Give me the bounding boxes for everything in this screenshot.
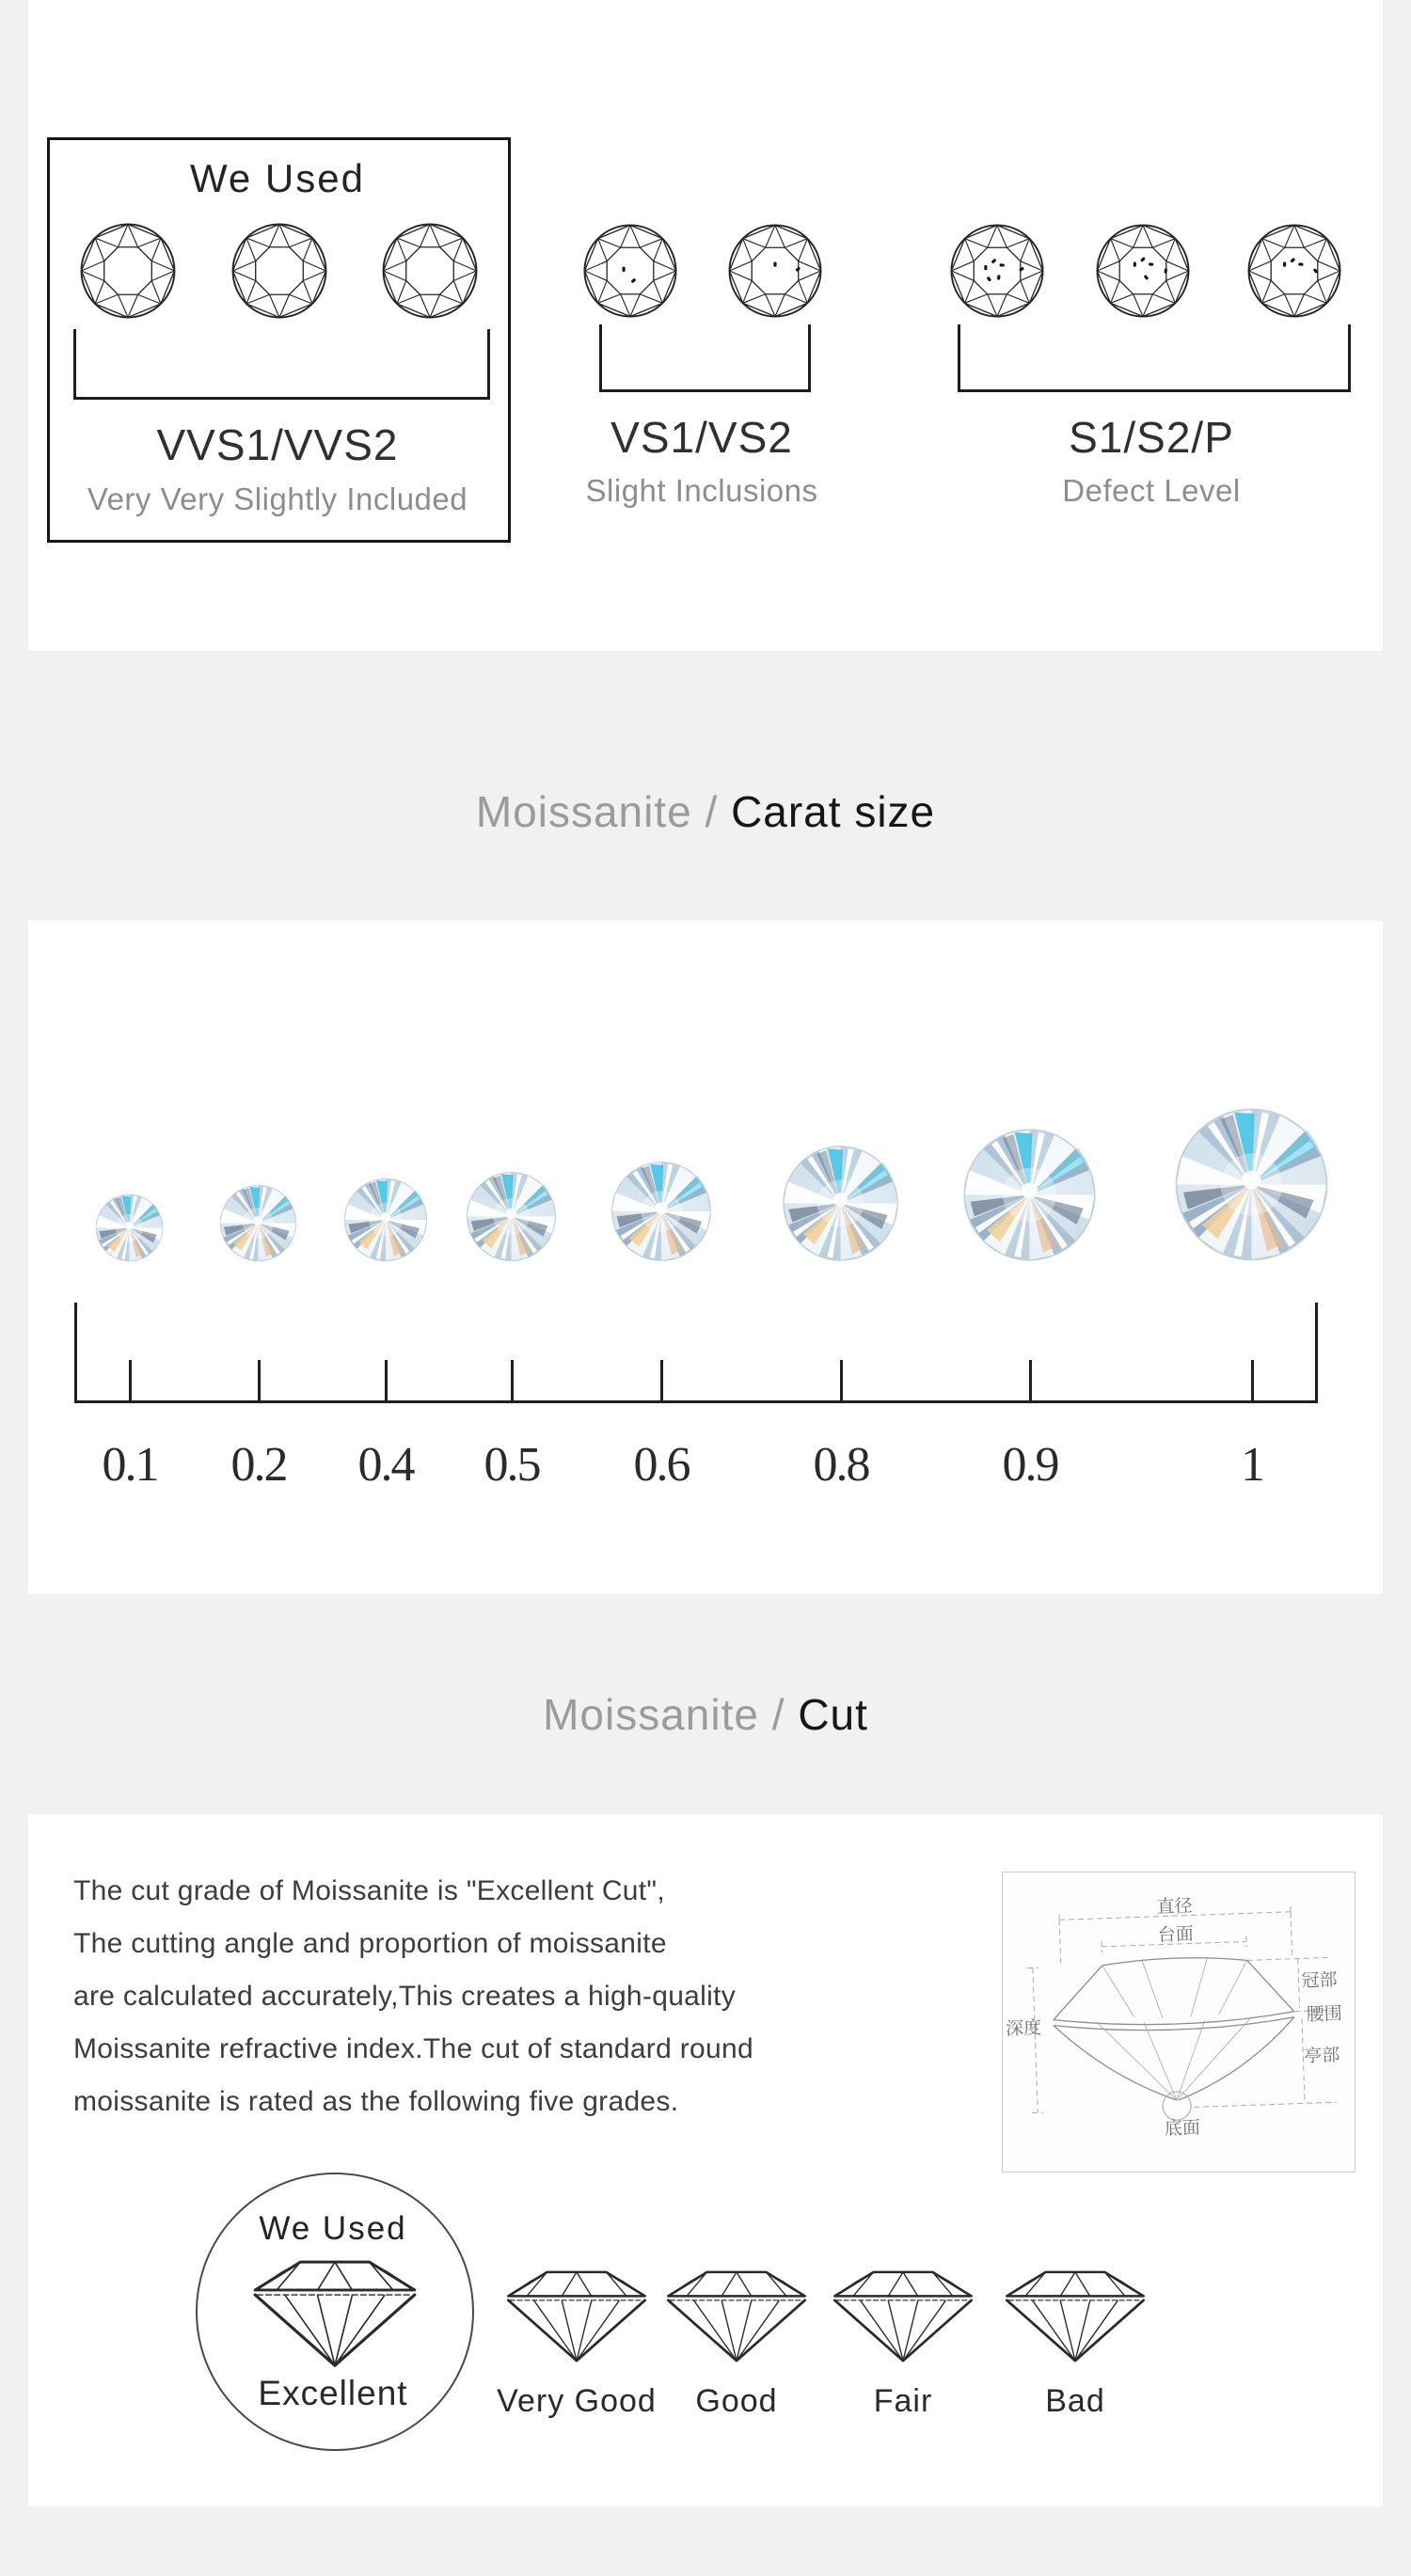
clarity-grade-desc: Very Very Slightly Included: [87, 482, 468, 516]
clarity-grade-desc: Slight Inclusions: [585, 473, 818, 508]
diagram-label-diameter: 直径: [1156, 1896, 1194, 1918]
diagram-label-table: 台面: [1157, 1924, 1195, 1946]
diamond-sideview-icon: [499, 2265, 654, 2366]
group-bracket: [73, 329, 490, 400]
clarity-grade: S1/S2/P: [1069, 413, 1234, 462]
scale-tick: [129, 1360, 132, 1402]
diagram-label-girdle: 腰围: [1306, 2003, 1343, 2026]
cut-description-line: moissanite is rated as the following five grades.: [73, 2086, 679, 2117]
scale-tick: [258, 1360, 261, 1402]
cut-grade-label: Excellent: [258, 2374, 408, 2412]
diagram-label-culet: 底面: [1164, 2118, 1201, 2140]
moissanite-gem-image: [95, 1193, 164, 1262]
cut-description-line: The cut grade of Moissanite is "Excellent Cut",: [73, 1875, 666, 1906]
diamond-topview-icon: [1245, 222, 1343, 320]
diagram-label-pavilion: 亭部: [1303, 2046, 1340, 2067]
scale-tick: [1029, 1360, 1032, 1402]
diamond-topview-icon: [78, 221, 178, 321]
title-prefix: Moissanite /: [543, 1690, 785, 1739]
carat-value: 0.5: [484, 1438, 540, 1492]
moissanite-gem-image: [610, 1161, 712, 1262]
cut-description-line: The cutting angle and proportion of moissanite: [73, 1928, 667, 1959]
diamond-topview-icon: [230, 221, 329, 321]
cut-description-line: are calculated accurately,This creates a high-quality: [73, 1981, 737, 2012]
diamond-sideview-icon: [659, 2265, 814, 2366]
scale-end-tick: [1315, 1303, 1318, 1402]
cut-grade-label: Good: [695, 2383, 778, 2419]
moissanite-gem-image: [219, 1184, 297, 1262]
cut-description-line: Moissanite refractive index.The cut of standard round: [73, 2033, 753, 2064]
diagram-label-depth: 深度: [1005, 2018, 1042, 2040]
carat-value: 1: [1241, 1438, 1263, 1492]
diamond-anatomy-diagram: [1002, 1872, 1356, 2173]
title-main: Carat size: [731, 787, 936, 836]
moissanite-gem-image: [1174, 1107, 1329, 1262]
carat-value: 0.1: [102, 1438, 158, 1492]
scale-tick: [511, 1360, 514, 1402]
moissanite-gem-image: [782, 1145, 899, 1262]
diamond-topview-icon: [1094, 222, 1192, 320]
we-used-tag: We Used: [190, 156, 365, 200]
moissanite-gem-image: [466, 1171, 557, 1262]
moissanite-gem-image: [962, 1128, 1097, 1262]
group-bracket: [599, 324, 811, 392]
title-main: Cut: [798, 1690, 868, 1739]
cut-grade-label: Very Good: [497, 2383, 657, 2419]
diamond-topview-icon: [380, 221, 480, 321]
diamond-sideview-icon: [826, 2265, 980, 2366]
cut-grade-label: Fair: [873, 2383, 933, 2419]
clarity-grade: VVS1/VVS2: [156, 420, 399, 469]
diamond-topview-icon: [726, 222, 824, 320]
cut-description: [73, 1865, 753, 2128]
scale-tick: [660, 1360, 663, 1402]
carat-value: 0.6: [633, 1438, 690, 1492]
carat-section-title: [0, 786, 1411, 837]
carat-scale-baseline: [74, 1400, 1318, 1403]
carat-value: 0.4: [357, 1438, 414, 1492]
scale-tick: [385, 1360, 388, 1402]
clarity-grade-desc: Defect Level: [1062, 473, 1241, 508]
scale-end-tick: [74, 1303, 77, 1402]
clarity-grade: VS1/VS2: [610, 413, 793, 462]
we-used-tag: We Used: [259, 2210, 407, 2247]
moissanite-gem-image: [343, 1177, 428, 1262]
carat-value: 0.9: [1002, 1438, 1058, 1492]
cut-grade-label: Bad: [1045, 2383, 1105, 2419]
diamond-sideview-icon: [245, 2253, 425, 2372]
carat-value: 0.2: [230, 1438, 287, 1492]
scale-tick: [1251, 1360, 1254, 1402]
carat-value: 0.8: [813, 1438, 869, 1492]
diamond-topview-icon: [581, 222, 679, 320]
title-prefix: Moissanite /: [475, 787, 719, 836]
diamond-sideview-icon: [998, 2265, 1152, 2366]
group-bracket: [958, 324, 1351, 392]
scale-tick: [840, 1360, 843, 1402]
diagram-label-crown: 冠部: [1301, 1970, 1338, 1992]
diamond-topview-icon: [948, 222, 1046, 320]
cut-section-title: [0, 1689, 1411, 1740]
